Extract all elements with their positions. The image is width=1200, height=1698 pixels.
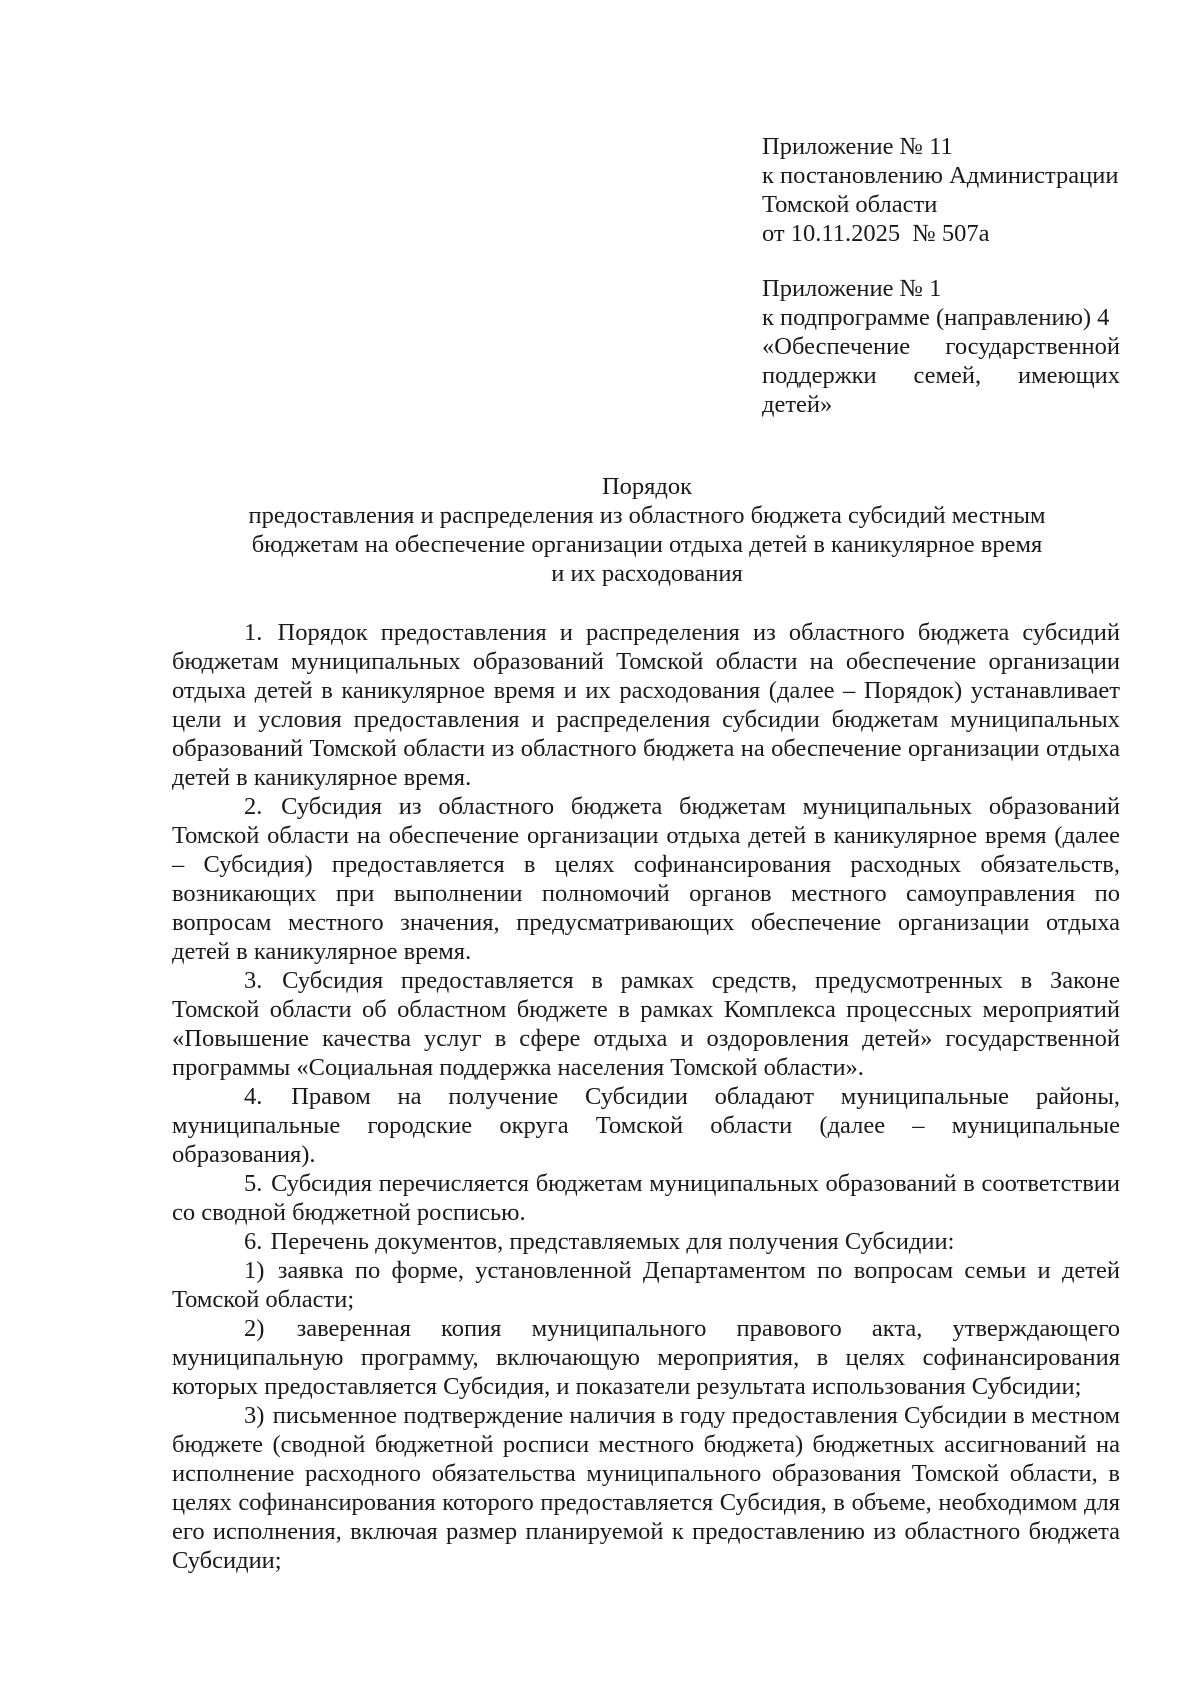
paragraph-number: 1. [244,619,263,646]
list-item-text: заявка по форме, установленной Департаментом по вопросам семьи и детей Томской области; [172,1257,1120,1313]
appendix-sub-header [762,274,1120,419]
document-title [172,472,1122,588]
appendix-main-header [762,132,1120,248]
list-item-text: письменное подтверждение наличия в году предоставления Субсидии в местном бюджете (сводной бюджетной росписи местного бюджета) бюджетных ассигнований на исполнение расходного обязательства муниципального образования Томской области, в целях софинансирования которого предоставляется Субсидия, в объеме, необходимом для его исполнения, включая размер планируемой к предоставлению из областного бюджета Субсидии; [172,1402,1120,1574]
list-item-2 [172,1314,1120,1401]
appendix-sub-program-line1: «Обеспечение государственной [762,333,1120,360]
paragraph-text: Перечень документов, представляемых для получения Субсидии: [270,1228,955,1255]
paragraph-number: 6. [244,1228,263,1255]
paragraph-1 [172,618,1120,792]
list-item-number: 2) [244,1315,265,1342]
title-heading: Порядок [601,473,693,500]
appendix-main-number: Приложение № 11 [762,133,953,160]
paragraph-5 [172,1169,1120,1227]
list-item-number: 1) [244,1257,265,1284]
appendix-sub-program-line2: поддержки семей, имеющих [762,362,1120,389]
list-item-3 [172,1401,1120,1575]
document-body [172,618,1120,1575]
paragraph-text: Субсидия из областного бюджета бюджетам муниципальных образований Томской области на обеспечение организации отдыха детей в каникулярное время (далее – Субсидия) предоставляется в целях софинансирования расходных обязательств, возникающих при выполнении полномочий органов местного самоуправления по вопросам местного значения, предусматривающих обеспечение организации отдыха детей в каникулярное время. [172,793,1120,965]
paragraph-number: 4. [244,1083,263,1110]
appendix-main-region: Томской области [762,191,938,218]
paragraph-2 [172,792,1120,966]
appendix-main-date-number: от 10.11.2025 № 507а [762,220,990,247]
paragraph-number: 3. [244,967,263,994]
list-item-number: 3) [244,1402,265,1429]
paragraph-number: 5. [244,1170,263,1197]
title-subheading-line3: и их расходования [551,560,743,587]
paragraph-number: 2. [244,793,263,820]
list-item-text: заверенная копия муниципального правового акта, утверждающего муниципальную программу, включающую мероприятия, в целях софинансирования которых предоставляется Субсидия, и показатели результата использования Субсидии; [172,1315,1121,1400]
paragraph-3 [172,966,1120,1082]
appendix-sub-program-line3: детей» [762,391,833,418]
paragraph-6 [172,1227,1120,1256]
appendix-sub-number: Приложение № 1 [762,275,942,302]
appendix-main-reference: к постановлению Администрации [762,162,1119,189]
paragraph-text: Порядок предоставления и распределения из областного бюджета субсидий бюджетам муниципальных образований Томской области на обеспечение организации отдыха детей в каникулярное время и их расходования (далее – Порядок) устанавливает цели и условия предоставления и распределения субсидии бюджетам муниципальных образований Томской области из областного бюджета на обеспечение организации отдыха детей в каникулярное время. [172,619,1120,791]
list-item-1 [172,1256,1120,1314]
appendix-sub-reference: к подпрограмме (направлению) 4 [762,304,1110,331]
paragraph-text: Субсидия предоставляется в рамках средств, предусмотренных в Законе Томской области об областном бюджете в рамках Комплекса процессных мероприятий «Повышение качества услуг в сфере отдыха и оздоровления детей» государственной программы «Социальная поддержка населения Томской области». [172,967,1121,1081]
title-subheading-line2: бюджетам на обеспечение организации отдыха детей в каникулярное время [251,531,1043,558]
paragraph-text: Субсидия перечисляется бюджетам муниципальных образований в соответствии со сводной бюджетной росписью. [172,1170,1120,1226]
title-subheading-line1: предоставления и распределения из областного бюджета субсидий местным [248,502,1046,529]
paragraph-4 [172,1082,1120,1169]
paragraph-text: Правом на получение Субсидии обладают муниципальные районы, муниципальные городские округа Томской области (далее – муниципальные образования). [172,1083,1120,1168]
